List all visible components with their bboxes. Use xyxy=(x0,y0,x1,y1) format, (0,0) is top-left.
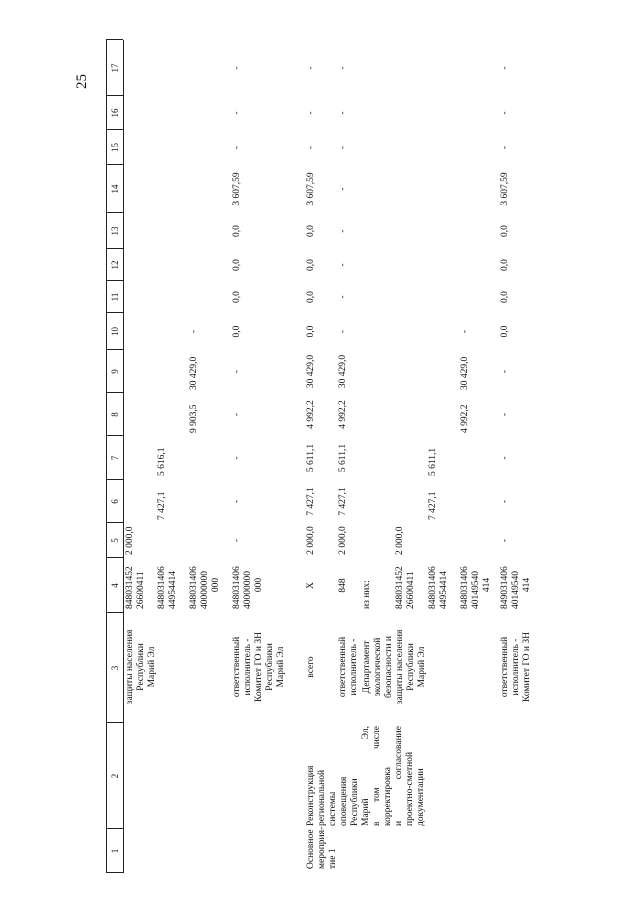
value-cell: - xyxy=(306,145,316,150)
header-col-17: 17 xyxy=(110,63,120,73)
event-description: оповещения xyxy=(339,776,349,826)
value-cell: 2 000,0 xyxy=(125,526,135,555)
value-cell: 0,0 xyxy=(500,291,510,303)
value-cell: - xyxy=(500,66,510,70)
sub-executor: Марий Эл xyxy=(417,646,427,688)
value-cell: 4 992,2 xyxy=(338,400,348,429)
event-description: и согласование xyxy=(394,726,404,826)
event-description: документации xyxy=(416,768,426,826)
value-cell: 30 429,0 xyxy=(460,356,470,390)
value-cell: 5 616,1 xyxy=(157,447,167,476)
code-text: 848 xyxy=(338,578,348,593)
value-cell: 0,0 xyxy=(500,259,510,271)
value-cell: 0,0 xyxy=(306,291,316,303)
value-cell: 4 992,2 xyxy=(460,404,470,433)
code-text: 848031406 xyxy=(232,566,242,609)
value-cell: - xyxy=(500,369,510,374)
responsible-executor: ответственный xyxy=(500,636,510,698)
event-description: корректировка xyxy=(383,767,393,826)
value-cell: - xyxy=(189,329,199,334)
value-cell: 0,0 xyxy=(232,259,242,271)
value-cell: - xyxy=(500,456,510,460)
value-cell: 5 611,1 xyxy=(306,443,316,473)
event-description: проектно-сметной xyxy=(405,751,415,826)
code-text: 40000000 xyxy=(243,571,253,609)
responsible-executor: исполнитель - xyxy=(349,638,359,696)
value-cell: 0,0 xyxy=(232,325,242,338)
code-text: 44954414 xyxy=(439,571,449,609)
value-cell: 7 427,1 xyxy=(306,487,316,516)
header-col-5: 5 xyxy=(110,538,120,543)
value-cell: - xyxy=(338,187,348,191)
value-cell: - xyxy=(500,145,510,150)
value-cell: 0,0 xyxy=(500,225,510,237)
code-text: 848031452 xyxy=(125,566,135,609)
header-col-16: 16 xyxy=(110,108,120,118)
value-cell: - xyxy=(306,111,316,115)
event-title: тие 1 xyxy=(328,848,338,869)
header-col-8: 8 xyxy=(110,412,120,417)
value-cell: 2 000,0 xyxy=(395,526,405,555)
code-text: 40000000 xyxy=(200,571,210,609)
header-col-7: 7 xyxy=(110,455,120,461)
value-cell: - xyxy=(460,329,470,334)
event-description: региональной xyxy=(317,769,327,826)
value-cell: - xyxy=(232,499,242,504)
value-cell: 5 611,1 xyxy=(428,447,438,476)
header-col-15: 15 xyxy=(110,143,120,152)
responsible-executor: ответственный xyxy=(232,636,242,698)
event-description: Марий Эл, xyxy=(361,726,371,826)
header-col-13: 13 xyxy=(110,226,120,236)
header-bottom-border xyxy=(123,40,124,873)
code-text: 40149540 xyxy=(471,571,481,609)
code-text: 000 xyxy=(211,577,221,593)
header-col-6: 6 xyxy=(110,499,120,504)
responsible-executor: Республики xyxy=(265,643,275,691)
value-cell: - xyxy=(500,412,510,417)
code-text: 848031406 xyxy=(428,566,438,609)
value-cell: 3 607,59 xyxy=(500,172,510,206)
event-title: мероприя- xyxy=(317,826,327,869)
value-cell: - xyxy=(338,66,348,70)
value-cell: - xyxy=(338,263,348,267)
responsible-executor: ответственный xyxy=(338,636,348,698)
value-cell: - xyxy=(338,295,348,299)
code-text: 414 xyxy=(522,577,532,593)
event-description: системы xyxy=(328,791,338,826)
responsible-executor: исполнитель - xyxy=(243,638,253,696)
executor-text: защиты населения xyxy=(125,629,135,705)
value-cell: 30 429,0 xyxy=(189,356,199,390)
value-cell: - xyxy=(500,538,510,543)
value-cell: 3 607,59 xyxy=(306,172,316,206)
header-col-9: 9 xyxy=(110,369,120,374)
code-text: 849031406 xyxy=(500,566,510,609)
code-text: 44954414 xyxy=(168,571,178,609)
total-label: всего xyxy=(306,656,316,678)
header-col-2: 2 xyxy=(110,773,120,779)
value-cell: 7 427,1 xyxy=(428,491,438,520)
sub-executor: защиты населения xyxy=(395,629,405,705)
sub-executor: безопасности и xyxy=(384,636,394,698)
value-cell: 2 000,0 xyxy=(338,526,348,555)
value-cell: 0,0 xyxy=(306,325,316,338)
code-text: 848031406 xyxy=(189,566,199,609)
value-cell: 0,0 xyxy=(306,225,316,237)
code-text: 414 xyxy=(482,577,492,593)
header-col-11: 11 xyxy=(110,292,120,302)
header-col-3: 3 xyxy=(110,665,120,671)
value-cell: - xyxy=(232,145,242,150)
value-cell: - xyxy=(306,66,316,70)
executor-text: Марий Эл xyxy=(147,646,157,688)
code-text: 848031406 xyxy=(157,566,167,609)
value-cell: 0,0 xyxy=(232,225,242,237)
value-cell: 4 992,2 xyxy=(306,400,316,429)
event-description: в том числе xyxy=(372,726,382,826)
value-cell: 7 427,1 xyxy=(157,491,167,520)
value-cell: 3 607,59 xyxy=(232,172,242,206)
value-cell: - xyxy=(338,145,348,150)
header-col-10: 10 xyxy=(110,327,120,336)
value-cell: - xyxy=(338,229,348,233)
responsible-executor: Марий Эл xyxy=(276,646,286,688)
value-cell: - xyxy=(232,66,242,70)
value-cell: 0,0 xyxy=(232,291,242,303)
value-cell: 0,0 xyxy=(306,259,316,271)
value-cell: - xyxy=(232,111,242,115)
value-cell: - xyxy=(338,329,348,334)
code-text: 848031452 xyxy=(395,566,405,609)
value-cell: - xyxy=(338,111,348,115)
sub-executor: Департамент xyxy=(362,640,372,694)
value-cell: - xyxy=(232,412,242,417)
responsible-executor: Комитет ГО и ЗН xyxy=(522,632,532,702)
value-cell: 30 429,0 xyxy=(306,354,316,389)
header-col-4: 4 xyxy=(110,583,120,588)
value-cell: - xyxy=(500,499,510,504)
value-cell: 9 903,5 xyxy=(189,404,199,433)
code-text: 000 xyxy=(254,577,264,593)
value-cell: 30 429,0 xyxy=(338,354,348,389)
event-description: Реконструкция xyxy=(306,765,316,826)
header-col-14: 14 xyxy=(110,184,120,194)
value-cell: - xyxy=(232,369,242,374)
value-cell: - xyxy=(232,538,242,543)
value-cell: 0,0 xyxy=(500,325,510,338)
header-col-12: 12 xyxy=(110,260,120,270)
value-cell: - xyxy=(232,456,242,460)
responsible-executor: исполнитель - xyxy=(511,638,521,696)
code-text: 26600411 xyxy=(406,571,416,609)
value-cell: 2 000,0 xyxy=(306,526,316,555)
event-title: Основное xyxy=(306,829,316,869)
header-col-1: 1 xyxy=(110,848,120,854)
from-them-label: из них: xyxy=(362,580,372,609)
code-text: X xyxy=(306,582,316,589)
value-cell: 7 427,1 xyxy=(338,487,348,516)
code-text: 848031406 xyxy=(460,566,470,609)
value-cell: - xyxy=(500,111,510,115)
sub-executor: Республики xyxy=(406,643,416,691)
value-cell: 5 611,1 xyxy=(338,443,348,473)
code-text: 40149540 xyxy=(511,571,521,609)
executor-text: Республики xyxy=(136,643,146,691)
page-number: 25 xyxy=(74,74,90,89)
sub-executor: экологической xyxy=(373,637,383,697)
event-description: Республики xyxy=(350,778,360,826)
code-text: 26600411 xyxy=(136,571,146,609)
responsible-executor: Комитет ГО и ЗН xyxy=(254,632,264,702)
